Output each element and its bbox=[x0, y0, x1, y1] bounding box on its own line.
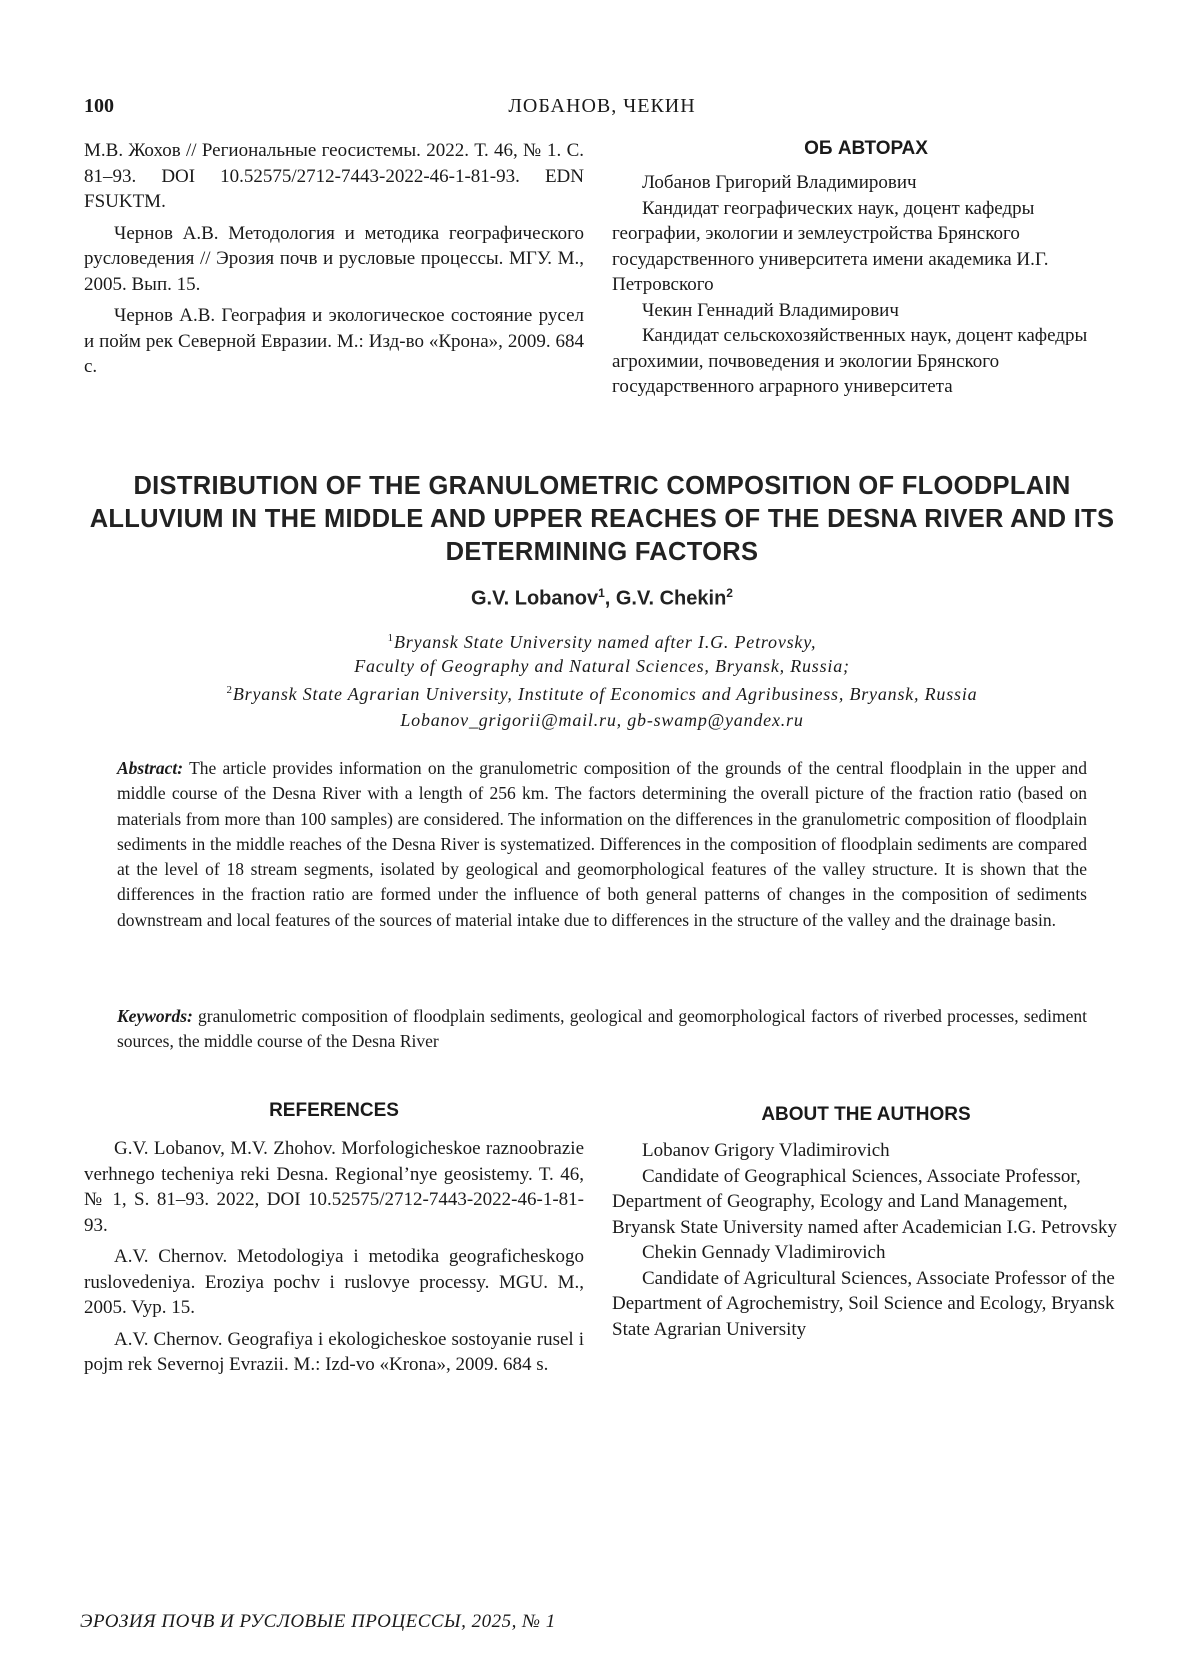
article-authors bbox=[84, 586, 1120, 611]
affiliation-line: Bryansk State Agrarian University, Institute of Economics and Agribusiness, Bryansk, Russia bbox=[232, 684, 978, 704]
references-heading: REFERENCES bbox=[269, 1100, 399, 1121]
author-affiliation-marker: 2 bbox=[726, 586, 733, 600]
abstract bbox=[117, 756, 1087, 933]
author-affiliation-marker: 1 bbox=[598, 586, 605, 600]
affiliation-line: Faculty of Geography and Natural Sciences, Bryansk, Russia; bbox=[354, 656, 850, 676]
author-description: Candidate of Geographical Sciences, Associate Professor, Department of Geography, Ecology and Land Management, Bryansk State University named after Academician I.G. Petrovsky bbox=[612, 1165, 1117, 1238]
about-authors-section bbox=[612, 1104, 1120, 1342]
about-authors-heading: ABOUT THE AUTHORS bbox=[761, 1104, 971, 1125]
ru-authors-section bbox=[612, 138, 1120, 400]
running-title: ЛОБАНОВ, ЧЕКИН bbox=[508, 95, 696, 117]
author-name: G.V. Lobanov bbox=[471, 587, 599, 610]
abstract-label: Abstract: bbox=[117, 758, 184, 778]
ru-authors-heading: ОБ АВТОРАХ bbox=[804, 138, 928, 159]
article-title: DISTRIBUTION OF THE GRANULOMETRIC COMPOSITION OF FLOODPLAIN ALLUVIUM IN THE MIDDLE AND UPPER REACHES OF THE DESNA RIVER AND ITS DETERMINING FACTORS bbox=[89, 472, 1115, 566]
author-name: G.V. Chekin bbox=[615, 587, 727, 610]
affiliations bbox=[84, 626, 1120, 706]
ru-author-description: Кандидат географических наук, доцент кафедры географии, экологии и землеустройства Брянского государственного университета имени академика И.Г. Петровского bbox=[612, 197, 1049, 295]
references-section bbox=[84, 1100, 584, 1378]
affiliation-line: Bryansk State University named after I.G. Petrovsky, bbox=[393, 632, 817, 652]
author-name: Lobanov Grigory Vladimirovich bbox=[642, 1140, 890, 1161]
reference-item: A.V. Chernov. Geografiya i ekologicheskoe sostoyanie rusel i pojm rek Severnoj Evrazii. M.: Izd-vo «Krona», 2009. 684 s. bbox=[84, 1328, 584, 1375]
page-number: 100 bbox=[84, 95, 114, 117]
ru-reference-list bbox=[84, 138, 584, 380]
ru-reference-item: Чернов А.В. Методология и методика географического русловедения // Эрозия почв и русловые процессы. МГУ. М., 2005. Вып. 15. bbox=[84, 222, 584, 295]
author-emails: Lobanov_grigorii@mail.ru, gb-swamp@yandex.ru bbox=[400, 710, 804, 730]
journal-footer: ЭРОЗИЯ ПОЧВ И РУСЛОВЫЕ ПРОЦЕССЫ, 2025, № 1 bbox=[80, 1611, 556, 1632]
author-name: Chekin Gennady Vladimirovich bbox=[642, 1242, 886, 1263]
keywords bbox=[117, 1004, 1087, 1055]
reference-item: A.V. Chernov. Metodologiya i metodika geograficheskogo ruslovedeniya. Eroziya pochv i ruslovye processy. MGU. M., 2005. Vyp. 15. bbox=[84, 1246, 584, 1318]
reference-item: G.V. Lobanov, M.V. Zhohov. Morfologicheskoe raznoobrazie verhnego techeniya reki Desna. Regional’nye geosistemy. T. 46, № 1, S. 81–93. 2022, DOI 10.52575/2712-7443-2022-46-1-81-93. bbox=[84, 1138, 584, 1236]
affiliation-marker: 1 bbox=[387, 632, 394, 644]
keywords-text: granulometric composition of floodplain sediments, geological and geomorphological factors of riverbed processes, sediment sources, the middle course of the Desna River bbox=[117, 1006, 1087, 1052]
affiliation-marker: 2 bbox=[226, 684, 233, 696]
running-head bbox=[84, 95, 1120, 125]
ru-reference-item: М.В. Жохов // Региональные геосистемы. 2022. Т. 46, № 1. С. 81–93. DOI 10.52575/2712-7443-2022-46-1-81-93. EDN FSUKTM. bbox=[84, 140, 584, 212]
author-separator: , bbox=[604, 587, 616, 610]
keywords-label: Keywords: bbox=[117, 1006, 193, 1026]
abstract-text: The article provides information on the granulometric composition of the grounds of the central floodplain in the upper and middle course of the Desna River with a length of 256 km. The factors determining the overall picture of the fraction ratio (based on materials from more than 100 samples) are considered. The information on the differences in the granulometric composition of floodplain sediments in the middle reaches of the Desna River is systematized. Differences in the composition of floodplain sediments are compared at the level of 18 stream segments, isolated by geological and geomorphological features of the valley structure. It is shown that the differences in the fraction ratio are formed under the influence of both general patterns of changes in the composition of sediments downstream and local features of the sources of material intake due to differences in the structure of the valley and the drainage basin. bbox=[117, 758, 1087, 930]
ru-author-name: Чекин Геннадий Владимирович bbox=[642, 299, 899, 321]
author-description: Candidate of Agricultural Sciences, Associate Professor of the Department of Agrochemistry, Soil Science and Ecology, Bryansk State Agrarian University bbox=[612, 1267, 1115, 1340]
ru-author-name: Лобанов Григорий Владимирович bbox=[642, 172, 917, 193]
ru-author-description: Кандидат сельскохозяйственных наук, доцент кафедры агрохимии, почвоведения и экологии Брянского государственного аграрного университета bbox=[612, 325, 1088, 397]
ru-reference-item: Чернов А.В. География и экологическое состояние русел и пойм рек Северной Евразии. М.: Изд-во «Крона», 2009. 684 с. bbox=[84, 305, 584, 377]
